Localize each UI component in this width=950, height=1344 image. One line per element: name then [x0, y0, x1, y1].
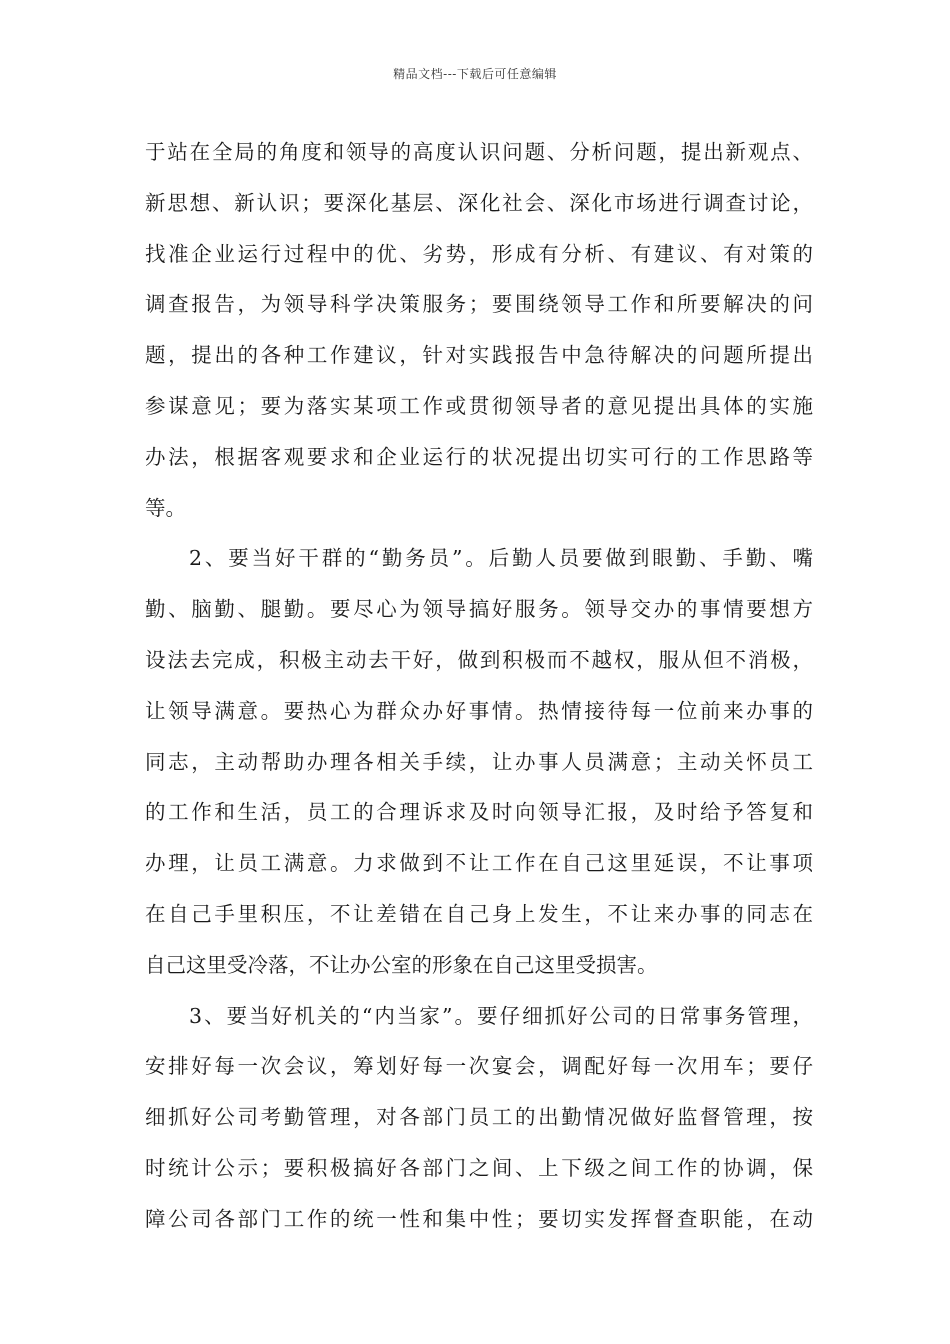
paragraph-2 — [145, 533, 813, 990]
paragraph-3 — [145, 991, 813, 1245]
text-line: 办法，根据客观要求和企业运行的状况提出切实可行的工作思路等 — [145, 444, 813, 469]
text-line: 自己这里受冷落，不让办公室的形象在自己这里受损害。 — [145, 952, 658, 977]
text-line: 等。 — [145, 495, 186, 520]
text-line: 时统计公示；要积极搞好各部门之间、上下级之间工作的协调，保 — [145, 1155, 813, 1180]
text-line: 3、要当好机关的“内当家”。要仔细抓好公司的日常事务管理， — [189, 1003, 813, 1028]
text-line: 在自己手里积压，不让差错在自己身上发生，不让来办事的同志在 — [145, 901, 813, 926]
page-header: 精品文档---下载后可任意编辑 — [393, 67, 557, 81]
text-line: 安排好每一次会议，筹划好每一次宴会，调配好每一次用车；要仔 — [145, 1054, 813, 1079]
text-line: 勤、脑勤、腿勤。要尽心为领导搞好服务。领导交办的事情要想方 — [145, 597, 813, 622]
text-line: 找准企业运行过程中的优、劣势，形成有分析、有建议、有对策的 — [145, 241, 813, 266]
paragraph-1 — [145, 127, 813, 533]
text-line: 2、要当好干群的“勤务员”。后勤人员要做到眼勤、手勤、嘴 — [189, 546, 813, 571]
text-line: 同志，主动帮助办理各相关手续，让办事人员满意；主动关怀员工 — [145, 749, 813, 774]
text-line: 于站在全局的角度和领导的高度认识问题、分析问题，提出新观点、 — [145, 140, 813, 164]
text-line: 参谋意见；要为落实某项工作或贯彻领导者的意见提出具体的实施 — [145, 393, 813, 418]
text-line: 细抓好公司考勤管理，对各部门员工的出勤情况做好监督管理，按 — [145, 1105, 813, 1130]
text-line: 让领导满意。要热心为群众办好事情。热情接待每一位前来办事的 — [145, 698, 813, 723]
text-line: 办理，让员工满意。力求做到不让工作在自己这里延误，不让事项 — [145, 851, 813, 876]
document-body — [145, 127, 813, 1245]
text-line: 题，提出的各种工作建议，针对实践报告中急待解决的问题所提出 — [145, 343, 813, 368]
text-line: 设法去完成，积极主动去干好，做到积极而不越权，服从但不消极， — [145, 647, 813, 672]
text-line: 调查报告，为领导科学决策服务；要围绕领导工作和所要解决的问 — [145, 292, 813, 317]
text-line: 的工作和生活，员工的合理诉求及时向领导汇报，及时给予答复和 — [145, 800, 813, 825]
text-line: 障公司各部门工作的统一性和集中性；要切实发挥督查职能，在动 — [145, 1206, 813, 1231]
text-line: 新思想、新认识；要深化基层、深化社会、深化市场进行调查讨论， — [145, 190, 813, 215]
